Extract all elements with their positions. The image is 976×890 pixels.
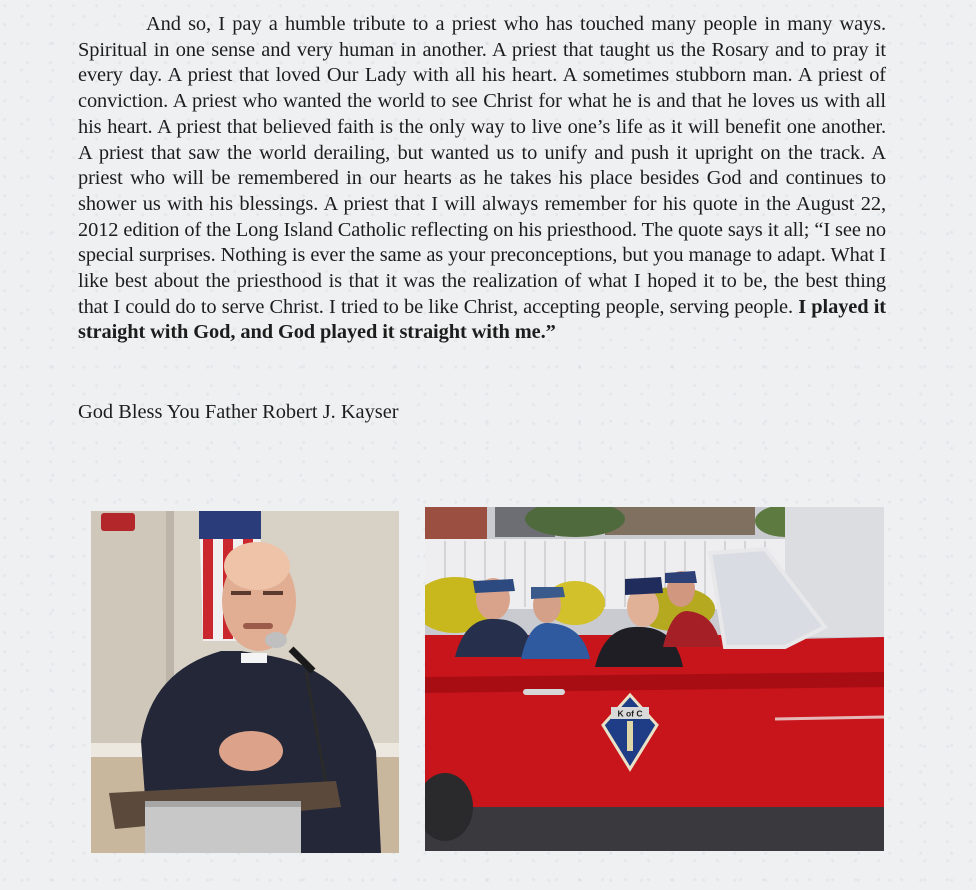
closing-blessing: God Bless You Father Robert J. Kayser [78, 401, 399, 423]
priest-at-podium-photo [91, 511, 399, 853]
tribute-quote-bold: I played it straight with God, and God played it straight with me.” [78, 295, 886, 344]
tribute-paragraph [78, 12, 886, 346]
emblem-label: K of C [617, 708, 643, 719]
red-convertible-photo [425, 507, 884, 851]
tribute-paragraph-block [78, 12, 886, 346]
tribute-paragraph-text: And so, I pay a humble tribute to a priest who has touched many people in many ways. Spiritual in one sense and very human in another. A priest that taught us the Rosary and to pray it every day. A priest that loved Our Lady with all his heart. A sometimes stubborn man. A priest of conviction. A priest who wanted the world to see Christ for what he is and that he loves us with all his heart. A priest that believed faith is the only way to live one’s life as it will benefit one another. A priest that saw the world derailing, but wanted us to unify and push it upright on the track. A priest who will be remembered in our hearts as he takes his place besides God and continues to shower us with his blessings. A priest that I will always remember for his quote in the August 22, 2012 edition of the Long Island Catholic reflecting on his priesthood. The quote says it all; “I see no special surprises. Nothing is ever the same as your preconceptions, but you manage to adapt. What I like best about the priesthood is that it was the realization of what I hoped it to be, the best thing that I could do to serve Christ. I tried to be like Christ, accepting people, serving people. [78, 13, 886, 318]
